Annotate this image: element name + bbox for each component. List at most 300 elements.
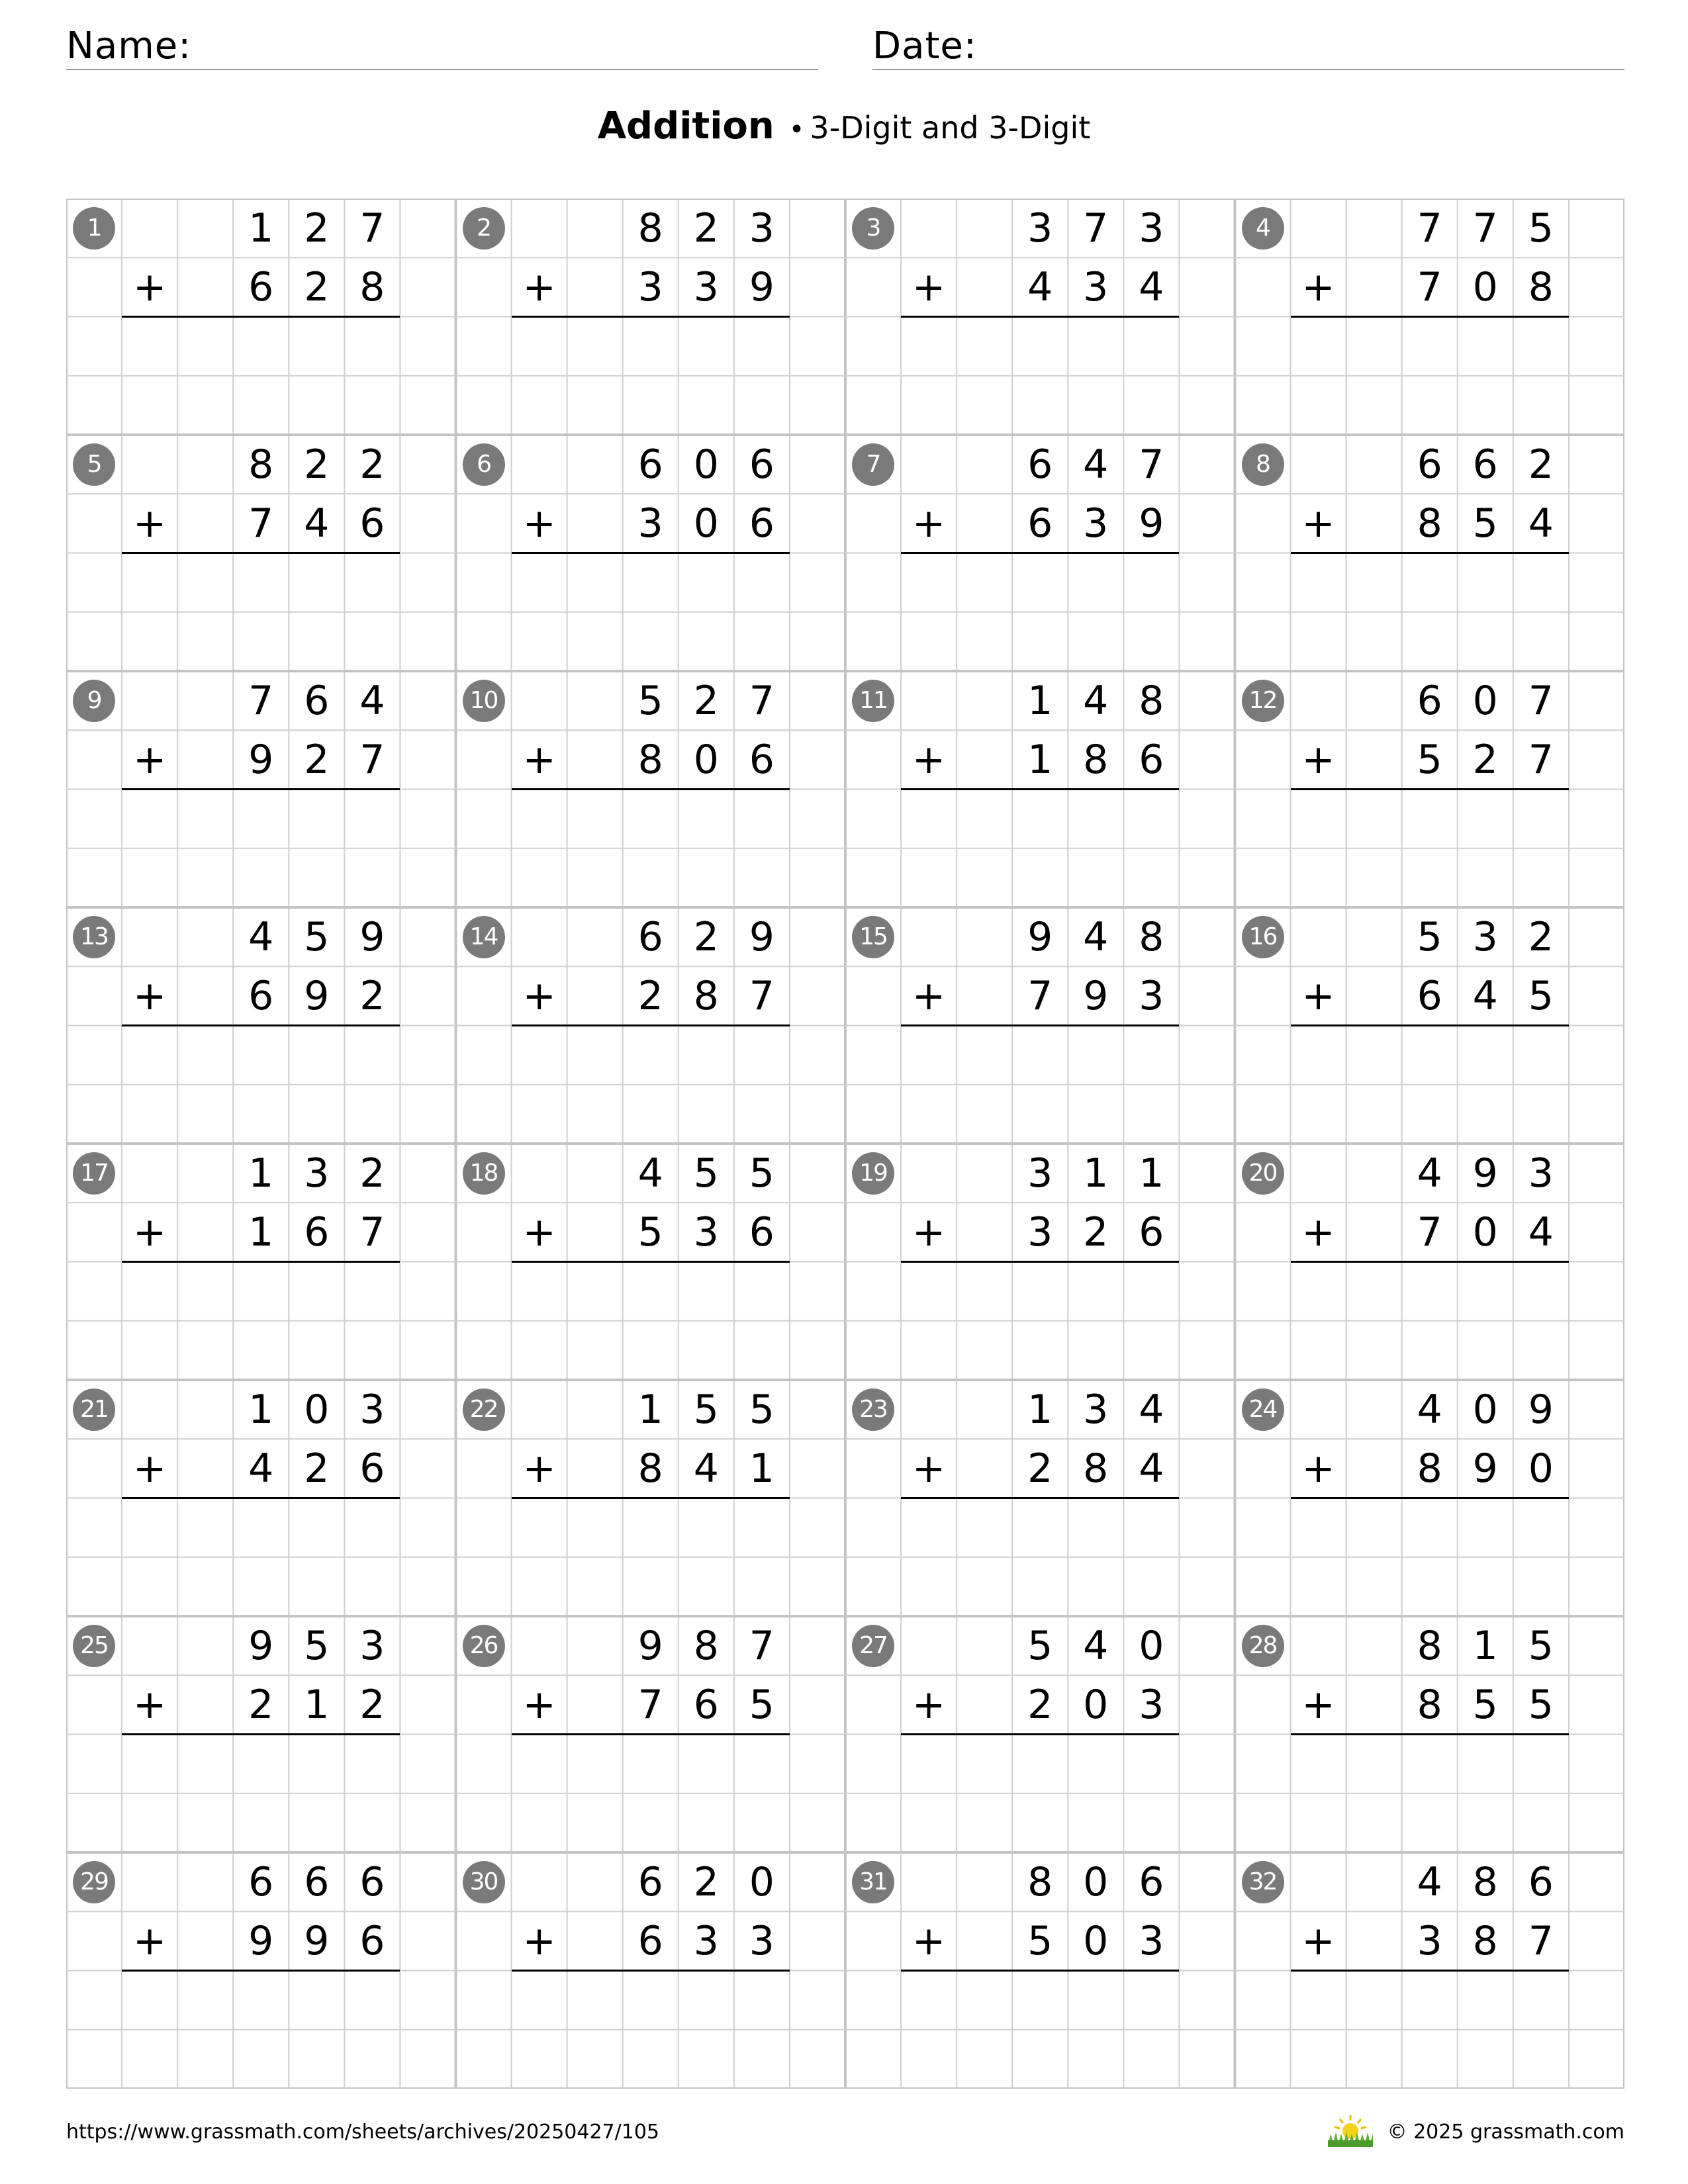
bottom-digit: 3 <box>1083 500 1109 547</box>
answer-cell[interactable] <box>623 1262 679 1321</box>
top-digit: 3 <box>1472 913 1498 960</box>
problem-number-badge: 4 <box>1242 207 1284 250</box>
top-digit: 1 <box>1027 677 1053 724</box>
answer-cell[interactable] <box>1458 1026 1513 1085</box>
answer-cell[interactable] <box>623 790 679 848</box>
top-digit: 5 <box>749 1386 774 1433</box>
answer-cell[interactable] <box>734 1262 790 1321</box>
bottom-digit: 5 <box>749 1681 774 1728</box>
top-digit: 3 <box>1139 205 1164 251</box>
bottom-digit: 3 <box>1139 1917 1164 1964</box>
top-digit: 2 <box>693 1858 719 1905</box>
answer-cell[interactable] <box>1513 1026 1569 1085</box>
top-digit: 1 <box>248 1150 274 1197</box>
plus-sign: + <box>912 1917 946 1964</box>
problem-number-badge: 32 <box>1242 1861 1284 1903</box>
answer-cell[interactable] <box>734 317 790 376</box>
plus-sign: + <box>132 500 167 547</box>
top-digit: 0 <box>693 441 719 488</box>
bottom-digit: 6 <box>1139 736 1164 783</box>
top-digit: 4 <box>1417 1150 1442 1197</box>
answer-cell[interactable] <box>1123 317 1179 376</box>
answer-cell[interactable] <box>344 790 400 848</box>
plus-sign: + <box>912 1445 946 1492</box>
top-digit: 4 <box>637 1150 663 1197</box>
bottom-digit: 7 <box>1528 1917 1554 1964</box>
answer-cell[interactable] <box>344 1735 400 1794</box>
top-digit: 4 <box>359 677 385 724</box>
bottom-digit: 8 <box>1083 1445 1109 1492</box>
top-digit: 7 <box>1139 441 1164 488</box>
plus-sign: + <box>1301 1445 1335 1492</box>
answer-cell[interactable] <box>233 1498 289 1557</box>
answer-cell[interactable] <box>1513 1262 1569 1321</box>
name-label: Name: <box>66 24 192 68</box>
top-digit: 8 <box>248 441 274 488</box>
bottom-digit: 2 <box>1472 736 1498 783</box>
bottom-digit: 2 <box>1083 1208 1109 1255</box>
bottom-digit: 3 <box>693 263 719 310</box>
answer-cell[interactable] <box>1068 317 1123 376</box>
problem-number-badge: 8 <box>1242 443 1284 486</box>
problem-number-badge: 30 <box>463 1861 505 1903</box>
top-digit: 4 <box>1417 1386 1442 1433</box>
answer-cell[interactable] <box>1012 790 1068 848</box>
answer-cell[interactable] <box>1402 1735 1458 1794</box>
answer-cell[interactable] <box>1068 1026 1123 1085</box>
bottom-digit: 4 <box>304 500 330 547</box>
answer-cell[interactable] <box>344 317 400 376</box>
answer-cell[interactable] <box>1068 1498 1123 1557</box>
bottom-digit: 8 <box>1417 1681 1442 1728</box>
answer-cell[interactable] <box>1123 1498 1179 1557</box>
plus-sign: + <box>1301 1917 1335 1964</box>
answer-cell[interactable] <box>289 1971 344 2030</box>
top-digit: 2 <box>693 677 719 724</box>
bottom-digit: 8 <box>637 1445 663 1492</box>
answer-cell[interactable] <box>1458 553 1513 612</box>
bottom-digit: 7 <box>637 1681 663 1728</box>
problem-number-badge: 21 <box>73 1388 115 1431</box>
bottom-digit: 4 <box>693 1445 719 1492</box>
answer-cell[interactable] <box>734 1498 790 1557</box>
plus-sign: + <box>912 500 946 547</box>
top-digit: 4 <box>1139 1386 1164 1433</box>
bottom-digit: 4 <box>1139 263 1164 310</box>
answer-cell[interactable] <box>679 790 734 848</box>
answer-cell[interactable] <box>1513 1971 1569 2030</box>
bottom-digit: 9 <box>1472 1445 1498 1492</box>
answer-cell[interactable] <box>233 1735 289 1794</box>
bottom-digit: 8 <box>1472 1917 1498 1964</box>
bottom-digit: 5 <box>1528 1681 1554 1728</box>
plus-sign: + <box>912 736 946 783</box>
top-digit: 9 <box>637 1622 663 1669</box>
top-digit: 9 <box>359 913 385 960</box>
problem-number-badge: 22 <box>463 1388 505 1431</box>
footer-url: https://www.grassmath.com/sheets/archives/20250427/105 <box>66 2120 660 2144</box>
top-digit: 6 <box>304 677 330 724</box>
top-digit: 0 <box>1083 1858 1109 1905</box>
bottom-digit: 3 <box>637 500 663 547</box>
plus-sign: + <box>132 972 167 1019</box>
top-digit: 4 <box>1083 1622 1109 1669</box>
answer-cell[interactable] <box>623 553 679 612</box>
top-digit: 6 <box>1139 1858 1164 1905</box>
top-digit: 0 <box>1472 677 1498 724</box>
answer-cell[interactable] <box>734 1026 790 1085</box>
answer-cell[interactable] <box>1513 1498 1569 1557</box>
answer-cell[interactable] <box>1458 1498 1513 1557</box>
top-digit: 8 <box>693 1622 719 1669</box>
answer-cell[interactable] <box>623 1971 679 2030</box>
top-digit: 8 <box>1472 1858 1498 1905</box>
answer-cell[interactable] <box>1513 1735 1569 1794</box>
answer-cell[interactable] <box>734 1735 790 1794</box>
top-digit: 1 <box>1027 1386 1053 1433</box>
problem-number-badge: 17 <box>73 1152 115 1195</box>
top-digit: 6 <box>637 1858 663 1905</box>
answer-cell[interactable] <box>1012 1971 1068 2030</box>
top-digit: 8 <box>1417 1622 1442 1669</box>
top-digit: 1 <box>1472 1622 1498 1669</box>
top-digit: 4 <box>1083 677 1109 724</box>
answer-cell[interactable] <box>233 1262 289 1321</box>
plus-sign: + <box>522 1445 556 1492</box>
answer-cell[interactable] <box>1458 790 1513 848</box>
problem-number-badge: 25 <box>73 1625 115 1667</box>
top-digit: 2 <box>304 205 330 251</box>
answer-cell[interactable] <box>679 553 734 612</box>
bottom-digit: 7 <box>1417 263 1442 310</box>
answer-cell[interactable] <box>1458 317 1513 376</box>
answer-cell[interactable] <box>734 553 790 612</box>
answer-cell[interactable] <box>623 1498 679 1557</box>
bottom-digit: 3 <box>1139 1681 1164 1728</box>
bottom-digit: 3 <box>637 263 663 310</box>
name-field[interactable] <box>66 26 818 70</box>
top-digit: 6 <box>637 913 663 960</box>
bottom-digit: 3 <box>1139 972 1164 1019</box>
top-digit: 2 <box>359 441 385 488</box>
problem-number-badge: 13 <box>73 916 115 958</box>
bottom-digit: 6 <box>359 1445 385 1492</box>
bottom-digit: 3 <box>1083 263 1109 310</box>
problem-number-badge: 6 <box>463 443 505 486</box>
answer-cell[interactable] <box>1012 1026 1068 1085</box>
date-field[interactable] <box>872 26 1624 70</box>
top-digit: 7 <box>1083 205 1109 251</box>
top-digit: 0 <box>304 1386 330 1433</box>
answer-cell[interactable] <box>344 553 400 612</box>
answer-cell[interactable] <box>1123 1735 1179 1794</box>
plus-sign: + <box>912 263 946 310</box>
bottom-digit: 0 <box>1528 1445 1554 1492</box>
bottom-digit: 6 <box>1027 500 1053 547</box>
bottom-digit: 9 <box>1083 972 1109 1019</box>
answer-cell[interactable] <box>679 1026 734 1085</box>
answer-cell[interactable] <box>289 1026 344 1085</box>
answer-cell[interactable] <box>1402 553 1458 612</box>
bottom-digit: 5 <box>1417 736 1442 783</box>
problem-number-badge: 7 <box>852 443 894 486</box>
bottom-digit: 4 <box>1528 1208 1554 1255</box>
answer-cell[interactable] <box>1123 1026 1179 1085</box>
plus-sign: + <box>132 263 167 310</box>
top-digit: 6 <box>248 1858 274 1905</box>
plus-sign: + <box>132 1208 167 1255</box>
answer-cell[interactable] <box>734 790 790 848</box>
top-digit: 2 <box>693 205 719 251</box>
top-digit: 9 <box>248 1622 274 1669</box>
bottom-digit: 2 <box>248 1681 274 1728</box>
title-main: Addition <box>597 105 774 148</box>
top-digit: 7 <box>749 677 774 724</box>
bottom-digit: 8 <box>1528 263 1554 310</box>
bottom-digit: 2 <box>304 1445 330 1492</box>
top-digit: 0 <box>1139 1622 1164 1669</box>
answer-cell[interactable] <box>1012 553 1068 612</box>
bottom-digit: 6 <box>749 1208 774 1255</box>
plus-sign: + <box>1301 972 1335 1019</box>
bottom-digit: 6 <box>359 500 385 547</box>
answer-cell[interactable] <box>1123 1262 1179 1321</box>
answer-cell[interactable] <box>344 1971 400 2030</box>
top-digit: 4 <box>1083 913 1109 960</box>
problem-number-badge: 2 <box>463 207 505 250</box>
top-digit: 8 <box>1139 677 1164 724</box>
top-digit: 0 <box>749 1858 774 1905</box>
bottom-digit: 2 <box>304 736 330 783</box>
top-digit: 8 <box>1139 913 1164 960</box>
bottom-digit: 8 <box>637 736 663 783</box>
answer-cell[interactable] <box>1123 553 1179 612</box>
top-digit: 7 <box>1472 205 1498 251</box>
answer-cell[interactable] <box>1012 1735 1068 1794</box>
answer-cell[interactable] <box>1402 317 1458 376</box>
bottom-digit: 7 <box>1528 736 1554 783</box>
plus-sign: + <box>132 1917 167 1964</box>
bottom-digit: 6 <box>304 1208 330 1255</box>
plus-sign: + <box>522 1917 556 1964</box>
bottom-digit: 3 <box>693 1208 719 1255</box>
top-digit: 8 <box>1027 1858 1053 1905</box>
problem-number-badge: 1 <box>73 207 115 250</box>
top-digit: 2 <box>304 441 330 488</box>
answer-cell[interactable] <box>1068 1262 1123 1321</box>
top-digit: 1 <box>1139 1150 1164 1197</box>
answer-cell[interactable] <box>1068 790 1123 848</box>
answer-cell[interactable] <box>1012 1498 1068 1557</box>
answer-cell[interactable] <box>679 1262 734 1321</box>
top-digit: 0 <box>1472 1386 1498 1433</box>
top-digit: 4 <box>248 913 274 960</box>
top-digit: 4 <box>1417 1858 1442 1905</box>
answer-cell[interactable] <box>1402 1262 1458 1321</box>
top-digit: 5 <box>1417 913 1442 960</box>
plus-sign: + <box>1301 1208 1335 1255</box>
grass-sun-logo-icon <box>1327 2114 1374 2148</box>
answer-cell[interactable] <box>1068 553 1123 612</box>
bottom-digit: 4 <box>248 1445 274 1492</box>
answer-cell[interactable] <box>289 317 344 376</box>
bottom-digit: 9 <box>1139 500 1164 547</box>
answer-cell[interactable] <box>1402 1971 1458 2030</box>
problem-number-badge: 23 <box>852 1388 894 1431</box>
answer-cell[interactable] <box>623 317 679 376</box>
answer-cell[interactable] <box>233 553 289 612</box>
plus-sign: + <box>522 972 556 1019</box>
problem-number-badge: 29 <box>73 1861 115 1903</box>
top-digit: 4 <box>1083 441 1109 488</box>
answer-cell[interactable] <box>344 1026 400 1085</box>
top-digit: 6 <box>1528 1858 1554 1905</box>
bottom-digit: 4 <box>1139 1445 1164 1492</box>
answer-cell[interactable] <box>1458 1735 1513 1794</box>
problem-number-badge: 3 <box>852 207 894 250</box>
top-digit: 6 <box>304 1858 330 1905</box>
problem-number-badge: 27 <box>852 1625 894 1667</box>
top-digit: 5 <box>1528 205 1554 251</box>
top-digit: 6 <box>359 1858 385 1905</box>
answer-cell[interactable] <box>623 1026 679 1085</box>
answer-cell[interactable] <box>1402 1498 1458 1557</box>
answer-cell[interactable] <box>289 1735 344 1794</box>
top-digit: 7 <box>749 1622 774 1669</box>
answer-cell[interactable] <box>289 1498 344 1557</box>
answer-cell[interactable] <box>233 317 289 376</box>
worksheet-title <box>0 105 1688 158</box>
problem-number-badge: 24 <box>1242 1388 1284 1431</box>
answer-cell[interactable] <box>679 317 734 376</box>
bottom-digit: 8 <box>359 263 385 310</box>
bottom-digit: 4 <box>1472 972 1498 1019</box>
bottom-digit: 6 <box>637 1917 663 1964</box>
bottom-digit: 2 <box>304 263 330 310</box>
top-digit: 6 <box>1417 441 1442 488</box>
answer-cell[interactable] <box>734 1971 790 2030</box>
top-digit: 5 <box>1528 1622 1554 1669</box>
answer-cell[interactable] <box>679 1498 734 1557</box>
bottom-digit: 2 <box>637 972 663 1019</box>
bottom-digit: 6 <box>1417 972 1442 1019</box>
bottom-digit: 5 <box>1027 1917 1053 1964</box>
top-digit: 9 <box>1472 1150 1498 1197</box>
top-digit: 9 <box>1528 1386 1554 1433</box>
answer-cell[interactable] <box>1012 317 1068 376</box>
answer-cell[interactable] <box>1458 1262 1513 1321</box>
plus-sign: + <box>132 1681 167 1728</box>
bottom-digit: 6 <box>359 1917 385 1964</box>
bottom-digit: 1 <box>1027 736 1053 783</box>
bottom-digit: 0 <box>1083 1681 1109 1728</box>
bottom-digit: 7 <box>1417 1208 1442 1255</box>
bottom-digit: 7 <box>1027 972 1053 1019</box>
answer-cell[interactable] <box>289 790 344 848</box>
answer-cell[interactable] <box>344 1498 400 1557</box>
answer-cell[interactable] <box>623 1735 679 1794</box>
bottom-digit: 1 <box>248 1208 274 1255</box>
top-digit: 1 <box>248 1386 274 1433</box>
problem-number-badge: 11 <box>852 680 894 722</box>
bottom-digit: 3 <box>1417 1917 1442 1964</box>
answer-cell[interactable] <box>1458 1971 1513 2030</box>
bottom-digit: 8 <box>1417 500 1442 547</box>
bottom-digit: 3 <box>1027 1208 1053 1255</box>
top-digit: 2 <box>1528 441 1554 488</box>
footer-copyright: © 2025 grassmath.com <box>1387 2120 1624 2144</box>
answer-cell[interactable] <box>1513 790 1569 848</box>
answer-cell[interactable] <box>1012 1262 1068 1321</box>
top-digit: 7 <box>1528 677 1554 724</box>
answer-cell[interactable] <box>1123 790 1179 848</box>
bottom-digit: 9 <box>304 972 330 1019</box>
bottom-digit: 8 <box>1417 1445 1442 1492</box>
plus-sign: + <box>1301 500 1335 547</box>
top-digit: 5 <box>304 913 330 960</box>
answer-cell[interactable] <box>679 1971 734 2030</box>
date-label: Date: <box>872 24 977 68</box>
answer-cell[interactable] <box>289 553 344 612</box>
problem-number-badge: 15 <box>852 916 894 958</box>
top-digit: 5 <box>693 1150 719 1197</box>
problem-number-badge: 14 <box>463 916 505 958</box>
plus-sign: + <box>1301 263 1335 310</box>
top-digit: 3 <box>1528 1150 1554 1197</box>
bottom-digit: 8 <box>693 972 719 1019</box>
top-digit: 3 <box>749 205 774 251</box>
bottom-digit: 2 <box>359 972 385 1019</box>
plus-sign: + <box>132 1445 167 1492</box>
answer-cell[interactable] <box>679 1735 734 1794</box>
top-digit: 3 <box>1027 205 1053 251</box>
bottom-digit: 6 <box>248 263 274 310</box>
answer-cell[interactable] <box>1068 1971 1123 2030</box>
answer-cell[interactable] <box>1513 317 1569 376</box>
bottom-digit: 4 <box>1528 500 1554 547</box>
top-digit: 8 <box>637 205 663 251</box>
bottom-digit: 1 <box>304 1681 330 1728</box>
bottom-digit: 7 <box>359 1208 385 1255</box>
problem-number-badge: 18 <box>463 1152 505 1195</box>
problem-number-badge: 9 <box>73 680 115 722</box>
top-digit: 5 <box>749 1150 774 1197</box>
problem-number-badge: 20 <box>1242 1152 1284 1195</box>
problem-number-badge: 12 <box>1242 680 1284 722</box>
bottom-digit: 4 <box>1027 263 1053 310</box>
top-digit: 5 <box>637 677 663 724</box>
plus-sign: + <box>912 1681 946 1728</box>
bottom-digit: 9 <box>248 736 274 783</box>
answer-cell[interactable] <box>289 1262 344 1321</box>
answer-cell[interactable] <box>233 1026 289 1085</box>
top-digit: 3 <box>1083 1386 1109 1433</box>
top-digit: 3 <box>304 1150 330 1197</box>
answer-cell[interactable] <box>1402 790 1458 848</box>
top-digit: 7 <box>248 677 274 724</box>
problem-number-badge: 5 <box>73 443 115 486</box>
answer-cell[interactable] <box>1513 553 1569 612</box>
top-digit: 6 <box>1027 441 1053 488</box>
top-digit: 3 <box>1027 1150 1053 1197</box>
answer-cell[interactable] <box>1402 1026 1458 1085</box>
answer-cell[interactable] <box>344 1262 400 1321</box>
answer-cell[interactable] <box>233 790 289 848</box>
answer-cell[interactable] <box>233 1971 289 2030</box>
answer-cell[interactable] <box>1123 1971 1179 2030</box>
answer-cell[interactable] <box>1068 1735 1123 1794</box>
top-digit: 2 <box>1528 913 1554 960</box>
